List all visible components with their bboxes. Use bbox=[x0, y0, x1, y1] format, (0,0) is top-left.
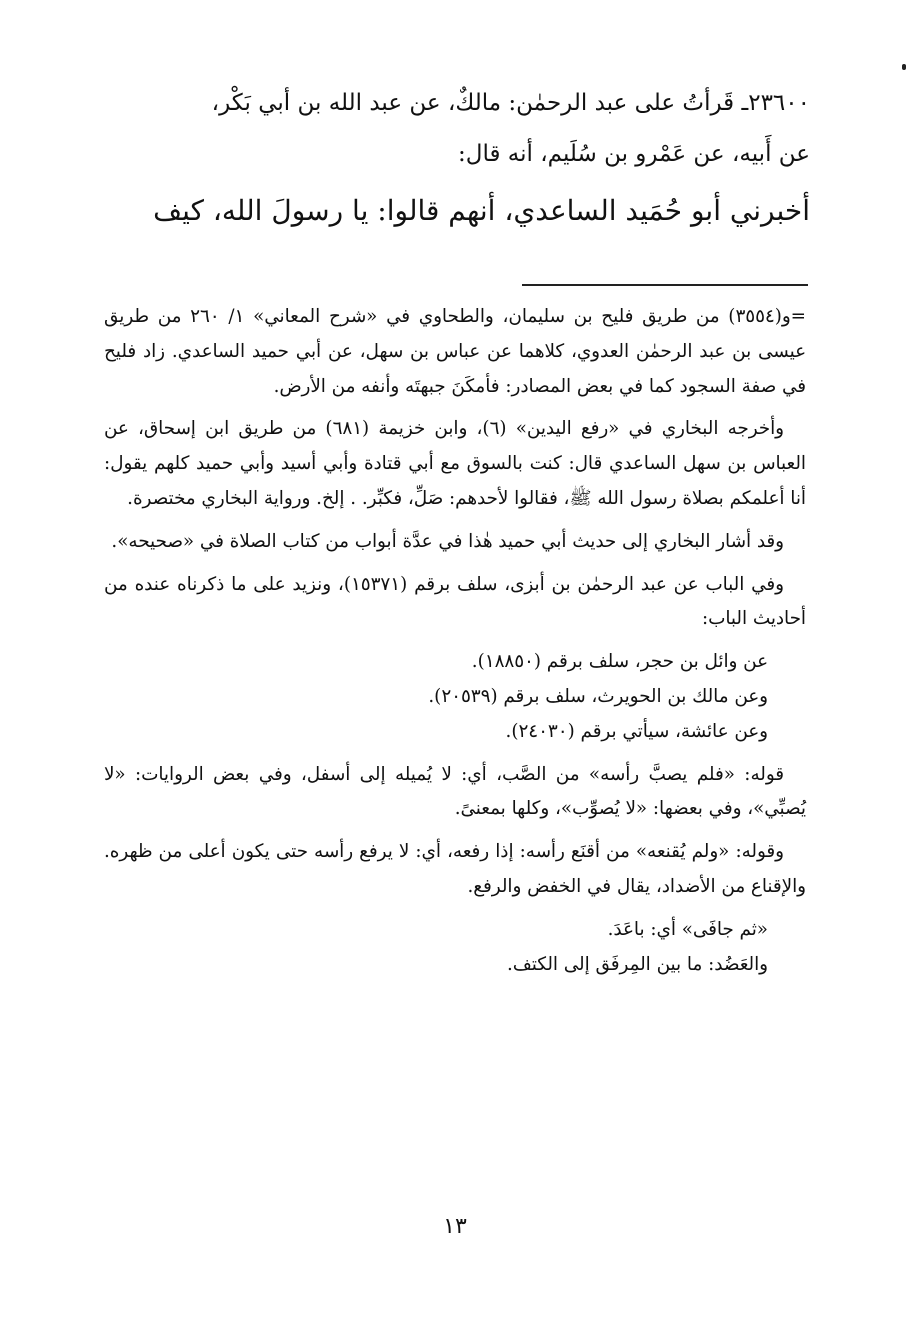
footnote-paragraph: وقوله: «ولم يُقنعه» من أقنَع رأسه: إذا رفعه، أي: لا يرفع رأسه حتى يكون أعلى من ظهره. والإقناع من الأضداد، يقال في الخفض والرفع. bbox=[104, 841, 806, 897]
footnotes bbox=[104, 300, 806, 982]
footnote-list-item: والعَضُد: ما بين المِرفَق إلى الكتف. bbox=[506, 953, 768, 975]
hadith-text bbox=[105, 78, 810, 242]
footnote-paragraph: قوله: «فلم يصبَّ رأسه» من الصَّب، أي: لا يُميله إلى أسفل، وفي بعض الروايات: «لا يُصبِّي»، وفي بعضها: «لا يُصوِّب»، وكلها بمعنىً. bbox=[104, 763, 806, 820]
footnote-paragraph: وأخرجه البخاري في «رفع اليدين» (٦)، وابن خزيمة (٦٨١) من طريق ابن إسحاق، عن العباس بن سهل الساعدي قال: كنت بالسوق مع أبي قتادة وأبي أسيد وأبي حميد كلهم يقول: أنا أعلمكم بصلاة رسول الله ﷺ، فقالوا لأحدهم: صَلِّ، فكبِّر. . إلخ. ورواية البخاري مختصرة. bbox=[104, 418, 806, 509]
hadith-line-3: أخبرني أبو حُمَيد الساعدي، أنهم قالوا: يا رسولَ الله، كيف bbox=[153, 194, 810, 227]
page-number: ١٣ bbox=[443, 1214, 467, 1239]
footnote-list-item: «ثم جافَى» أي: باعَدَ. bbox=[607, 918, 768, 940]
footnote-paragraph: =و(٣٥٥٤) من طريق فليح بن سليمان، والطحاوي في «شرح المعاني» ١/ ٢٦٠ من طريق عيسى بن عبد الرحمٰن العدوي، كلاهما عن عباس بن سهل، عن أبي حميد الساعدي. زاد فليح في صفة السجود كما في بعض المصادر: فأمكَنَ جبهتَه وأنفه من الأرض. bbox=[104, 306, 806, 397]
footnote-separator bbox=[522, 284, 808, 286]
footnote-list-item: وعن عائشة، سيأتي برقم (٢٤٠٣٠). bbox=[505, 720, 768, 742]
hadith-line-1: ٢٣٦٠٠ـ قَرأتُ على عبد الرحمٰن: مالكٌ، عن عبد الله بن أبي بَكْر، bbox=[211, 90, 810, 116]
footnote-list-item: عن وائل بن حجر، سلف برقم (١٨٨٥٠). bbox=[471, 651, 768, 673]
margin-mark bbox=[902, 64, 906, 70]
hadith-line-2: عن أَبيه، عن عَمْرو بن سُلَيم، أنه قال: bbox=[458, 141, 810, 167]
footnote-list-item: وعن مالك بن الحويرث، سلف برقم (٢٠٥٣٩). bbox=[428, 685, 768, 707]
footnote-paragraph: وفي الباب عن عبد الرحمٰن بن أبزى، سلف برقم (١٥٣٧١)، ونزيد على ما ذكرناه عنده من أحاديث الباب: bbox=[104, 573, 806, 630]
footnote-paragraph: وقد أشار البخاري إلى حديث أبي حميد هٰذا في عدَّة أبواب من كتاب الصلاة في «صحيحه». bbox=[111, 530, 784, 552]
